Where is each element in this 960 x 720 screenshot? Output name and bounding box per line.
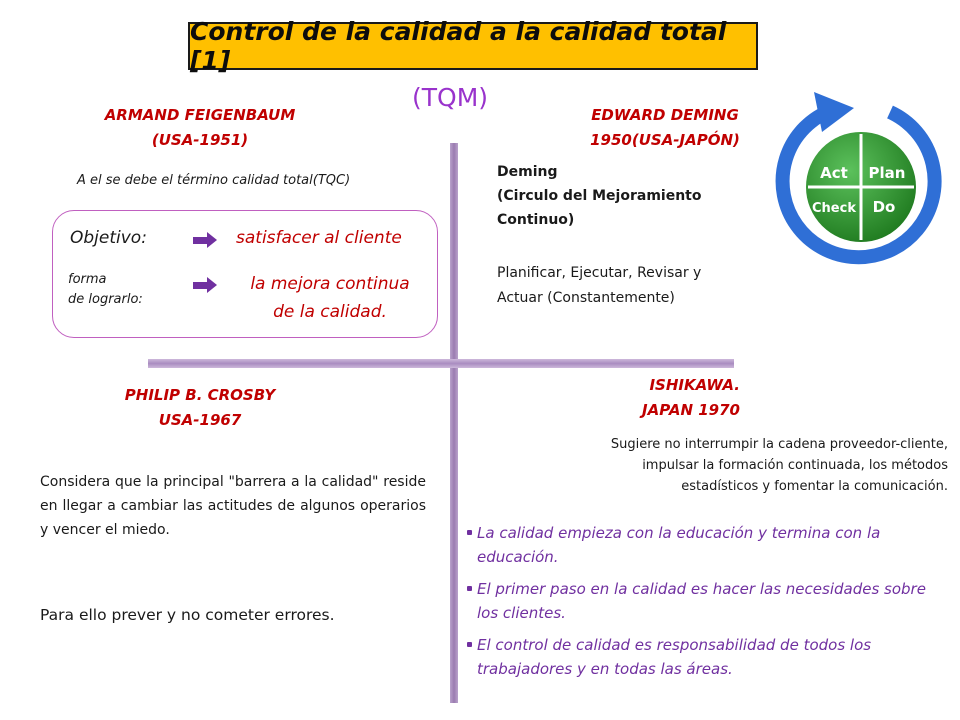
pdca-do: Do — [872, 198, 896, 216]
objetivo-value: satisfacer al cliente — [236, 228, 402, 248]
ishikawa-summary-line3: estadísticos y fomentar la comunicación. — [681, 479, 948, 494]
crosby-name: PHILIP B. CROSBY — [124, 386, 276, 404]
feigenbaum-heading — [80, 103, 320, 153]
deming-line3: Continuo) — [497, 212, 575, 228]
crosby-conclusion: Para ello prever y no cometer errores. — [40, 606, 335, 624]
feigenbaum-origin: (USA-1951) — [151, 131, 249, 149]
deming-steps-line2: Actuar (Constantemente) — [497, 290, 675, 306]
ishikawa-bullets — [467, 521, 947, 681]
forma-label-line2: de lograrlo: — [68, 292, 143, 307]
list-item: La calidad empieza con la educación y termina con la educación. — [467, 521, 947, 569]
ishikawa-summary — [520, 434, 948, 497]
ishikawa-summary-line2: impulsar la formación continuada, los métodos — [642, 458, 948, 473]
pdca-act: Act — [820, 164, 848, 182]
ishikawa-summary-line1: Sugiere no interrumpir la cadena proveedor-cliente, — [610, 437, 948, 452]
deming-line1: Deming — [497, 164, 558, 180]
horizontal-divider — [148, 359, 734, 368]
forma-value-line2: de la calidad. — [273, 302, 387, 322]
forma-label-line1: forma — [68, 272, 107, 287]
deming-steps — [497, 261, 757, 311]
ishikawa-name: ISHIKAWA. — [649, 376, 740, 394]
deming-name: EDWARD DEMING — [591, 106, 739, 124]
deming-heading — [560, 103, 770, 153]
deming-line2: (Circulo del Mejoramiento — [497, 188, 702, 204]
objetivo-label: Objetivo: — [70, 228, 147, 248]
cycle-arrow-head — [814, 92, 854, 132]
slide-title: Control de la calidad a la calidad total [1] — [188, 22, 758, 70]
feigenbaum-note: A el se debe el término calidad total(TQC) — [77, 173, 351, 188]
tqm-subtitle: (TQM) — [412, 83, 489, 112]
list-item: El primer paso en la calidad es hacer las necesidades sobre los clientes. — [467, 577, 947, 625]
ishikawa-heading — [610, 373, 740, 423]
vertical-divider — [450, 143, 458, 703]
forma-value — [224, 270, 436, 326]
ishikawa-origin: JAPAN 1970 — [642, 401, 740, 419]
feigenbaum-name: ARMAND FEIGENBAUM — [104, 106, 296, 124]
deming-circle-text — [497, 160, 747, 232]
pdca-plan: Plan — [868, 164, 906, 182]
arrow-right-icon — [193, 282, 207, 289]
pdca-cycle-icon — [770, 92, 948, 270]
crosby-paragraph: Considera que la principal "barrera a la calidad" reside en llegar a cambiar las actitudes de algunos operarios y vencer el miedo. — [40, 474, 426, 538]
forma-label — [68, 270, 143, 310]
forma-value-line1: la mejora continua — [250, 274, 410, 294]
pdca-check: Check — [812, 201, 856, 216]
deming-origin: 1950(USA-JAPÓN) — [590, 131, 740, 149]
crosby-origin: USA-1967 — [158, 411, 242, 429]
deming-steps-line1: Planificar, Ejecutar, Revisar y — [497, 265, 702, 281]
list-item: El control de calidad es responsabilidad de todos los trabajadores y en todas las áreas. — [467, 633, 947, 681]
arrow-right-icon — [193, 237, 207, 244]
crosby-heading — [100, 383, 300, 433]
